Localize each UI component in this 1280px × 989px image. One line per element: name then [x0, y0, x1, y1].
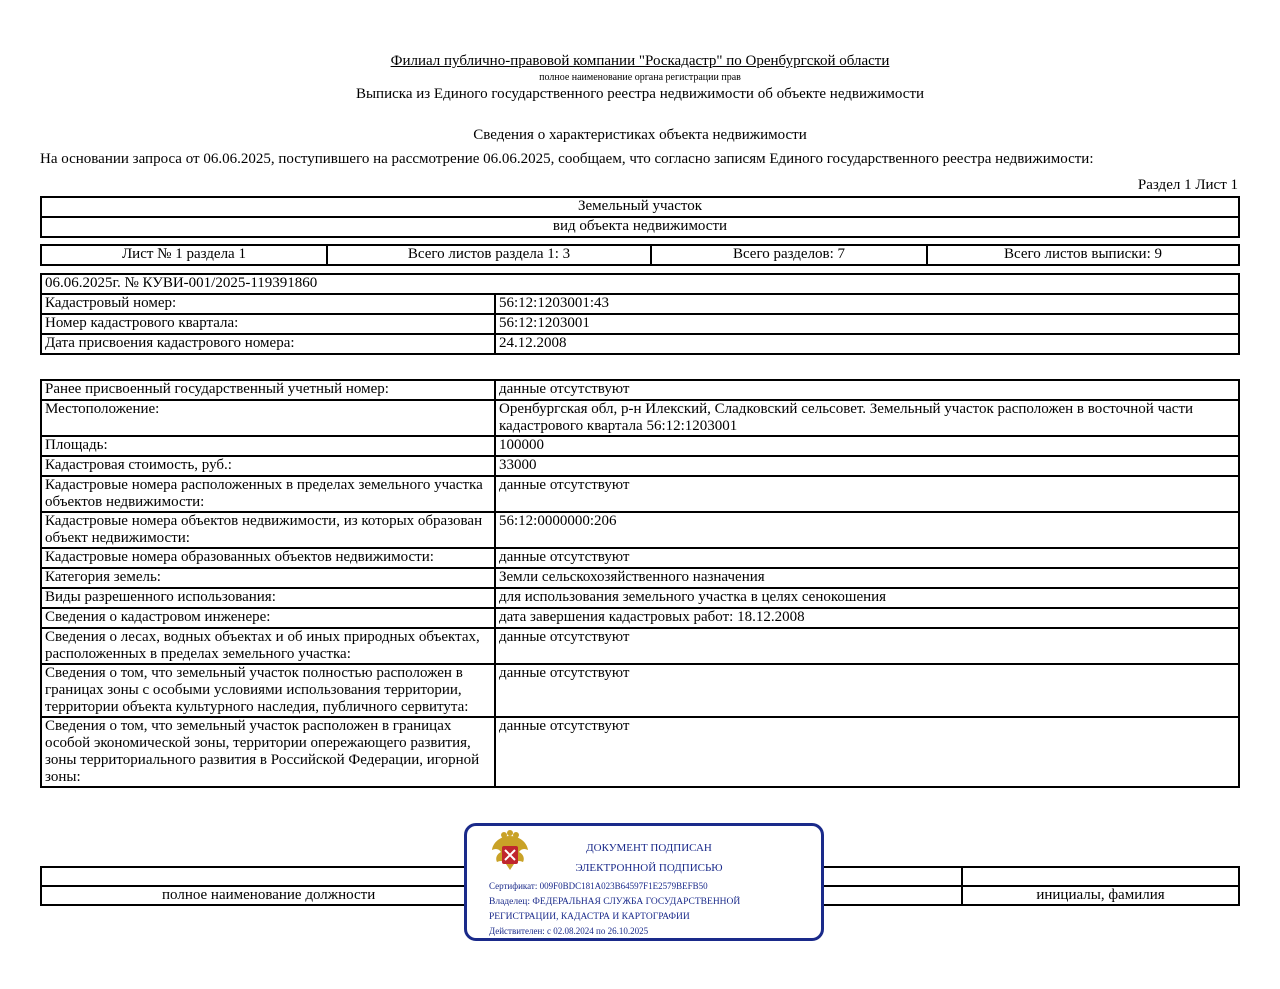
detail-value: дата завершения кадастровых работ: 18.12.2008	[495, 608, 1239, 628]
org-name: Филиал публично-правовой компании "Роскадастр" по Оренбургской области	[390, 53, 890, 69]
object-type-value: Земельный участок	[41, 197, 1239, 217]
detail-label: Виды разрешенного использования:	[41, 588, 495, 608]
detail-value: данные отсутствуют	[495, 664, 1239, 717]
detail-value: данные отсутствуют	[495, 628, 1239, 664]
stamp-validity: Действителен: с 02.08.2024 по 26.10.2025	[489, 926, 649, 936]
details-table	[40, 379, 1240, 788]
detail-label: Сведения о лесах, водных объектах и об иных природных объектах, расположенных в пределах земельного участка:	[41, 628, 495, 664]
assignment-date-label: Дата присвоения кадастрового номера:	[41, 334, 495, 354]
table-row	[41, 717, 1239, 787]
cadastral-block-label: Номер кадастрового квартала:	[41, 314, 495, 334]
detail-value: 100000	[495, 436, 1239, 456]
stamp-certificate: Сертификат: 009F0BDC181A023B64597F1E2579BEFB50	[489, 881, 708, 891]
detail-value: Оренбургская обл, р-н Илекский, Сладковский сельсовет. Земельный участок расположен в восточной части кадастрового квартала 56:12:1203001	[495, 400, 1239, 436]
detail-label: Площадь:	[41, 436, 495, 456]
main-info-table	[40, 273, 1240, 355]
detail-label: Категория земель:	[41, 568, 495, 588]
detail-label: Местоположение:	[41, 400, 495, 436]
detail-label: Кадастровые номера расположенных в пределах земельного участка объектов недвижимости:	[41, 476, 495, 512]
table-row	[41, 588, 1239, 608]
name-caption: инициалы, фамилия	[962, 886, 1239, 905]
extract-sheets-total: Всего листов выписки: 9	[927, 245, 1239, 265]
object-type-label: вид объекта недвижимости	[41, 217, 1239, 237]
stamp-subtitle: ЭЛЕКТРОННОЙ ПОДПИСЬЮ	[575, 862, 723, 874]
detail-value: данные отсутствуют	[495, 717, 1239, 787]
stamp-owner-cont: РЕГИСТРАЦИИ, КАДАСТРА И КАРТОГРАФИИ	[489, 912, 690, 922]
table-row	[41, 294, 1239, 314]
detail-value: для использования земельного участка в целях сенокошения	[495, 588, 1239, 608]
table-row	[41, 400, 1239, 436]
detail-label: Кадастровая стоимость, руб.:	[41, 456, 495, 476]
document-title: Выписка из Единого государственного реестра недвижимости об объекте недвижимости	[355, 86, 925, 102]
table-row	[41, 568, 1239, 588]
request-number: 06.06.2025г. № КУВИ-001/2025-119391860	[41, 274, 1239, 294]
table-row	[41, 608, 1239, 628]
stamp-title: ДОКУМЕНТ ПОДПИСАН	[586, 842, 712, 854]
detail-label: Сведения о том, что земельный участок расположен в границах особой экономической зоны, территории опережающего развития, зоны территориального развития в Российской Федерации, игорной зоны:	[41, 717, 495, 787]
detail-value: данные отсутствуют	[495, 548, 1239, 568]
coat-of-arms-icon	[487, 830, 533, 876]
intro-text: На основании запроса от 06.06.2025, поступившего на рассмотрение 06.06.2025, сообщаем, что согласно записям Единого государственного реестра недвижимости:	[40, 151, 1094, 167]
sheets-table	[40, 244, 1240, 266]
section-sheet-label: Раздел 1 Лист 1	[1137, 177, 1238, 193]
table-row	[41, 664, 1239, 717]
table-row	[41, 436, 1239, 456]
assignment-date-value: 24.12.2008	[495, 334, 1239, 354]
stamp-owner: Владелец: ФЕДЕРАЛЬНАЯ СЛУЖБА ГОСУДАРСТВЕННОЙ	[489, 897, 741, 907]
detail-label: Ранее присвоенный государственный учетный номер:	[41, 380, 495, 400]
detail-value: данные отсутствуют	[495, 380, 1239, 400]
org-name-caption: полное наименование органа регистрации прав	[539, 72, 741, 83]
detail-value: данные отсутствуют	[495, 476, 1239, 512]
table-row	[41, 548, 1239, 568]
table-row	[41, 314, 1239, 334]
table-row	[41, 334, 1239, 354]
object-type-table	[40, 196, 1240, 238]
detail-value: 56:12:0000000:206	[495, 512, 1239, 548]
detail-label: Кадастровые номера образованных объектов недвижимости:	[41, 548, 495, 568]
cadastral-number-value: 56:12:1203001:43	[495, 294, 1239, 314]
detail-value: 33000	[495, 456, 1239, 476]
table-row	[41, 476, 1239, 512]
detail-label: Сведения о том, что земельный участок полностью расположен в границах зоны с особыми условиями использования территории, территории объекта культурного наследия, публичного сервитута:	[41, 664, 495, 717]
position-caption: полное наименование должности	[41, 886, 962, 905]
cadastral-number-label: Кадастровый номер:	[41, 294, 495, 314]
name-field	[962, 867, 1239, 886]
electronic-signature-stamp	[464, 823, 824, 941]
table-row	[41, 456, 1239, 476]
cadastral-block-value: 56:12:1203001	[495, 314, 1239, 334]
section-sheets-total: Всего листов раздела 1: 3	[327, 245, 651, 265]
detail-label: Кадастровые номера объектов недвижимости, из которых образован объект недвижимости:	[41, 512, 495, 548]
table-row	[41, 628, 1239, 664]
table-row	[41, 380, 1239, 400]
sections-total: Всего разделов: 7	[651, 245, 927, 265]
detail-label: Сведения о кадастровом инженере:	[41, 608, 495, 628]
sheet-number: Лист № 1 раздела 1	[41, 245, 327, 265]
section-title: Сведения о характеристиках объекта недвижимости	[473, 127, 807, 143]
table-row	[41, 512, 1239, 548]
detail-value: Земли сельскохозяйственного назначения	[495, 568, 1239, 588]
